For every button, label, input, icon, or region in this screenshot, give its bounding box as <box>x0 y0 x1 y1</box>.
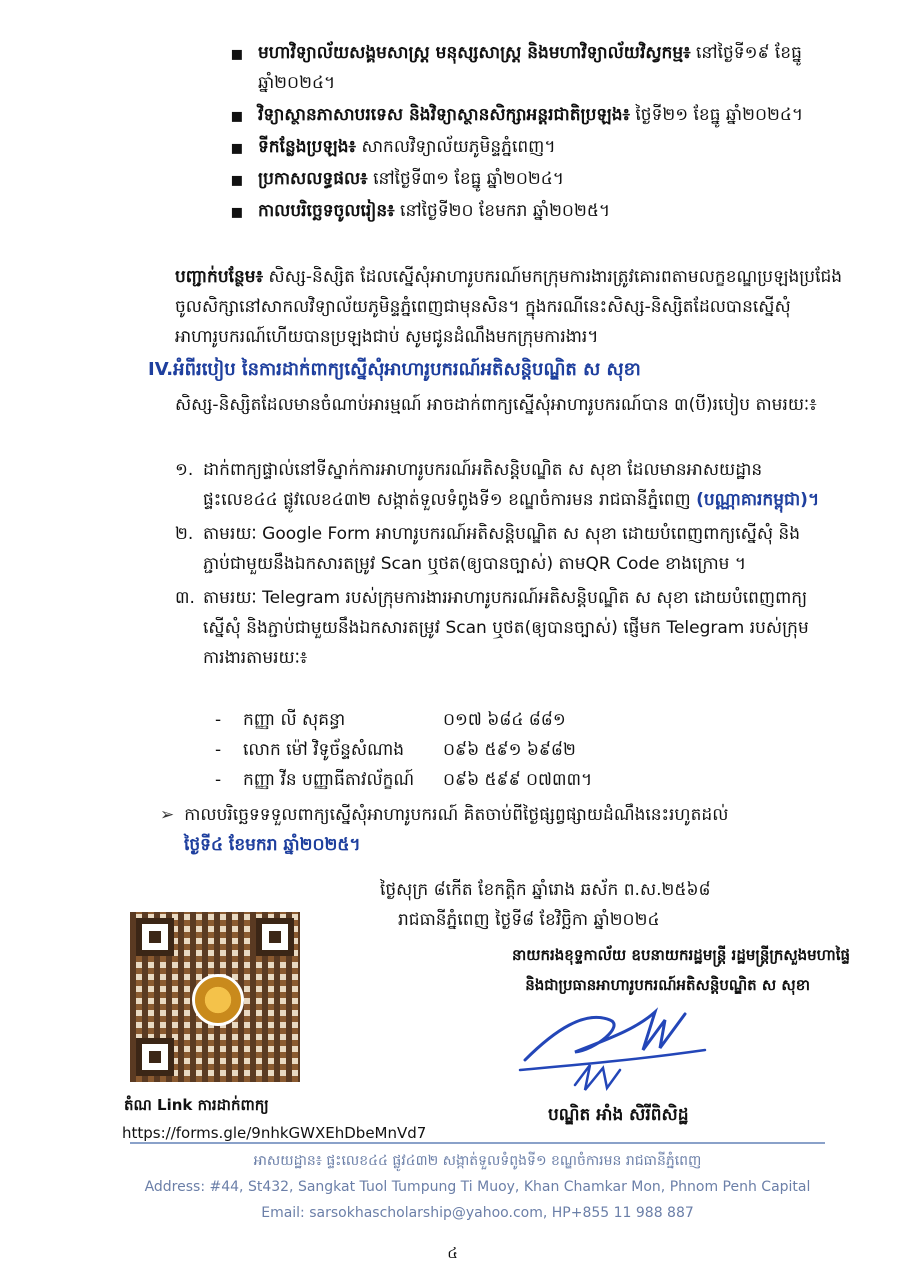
dash: - <box>215 770 222 790</box>
qr-code-image[interactable] <box>128 910 302 1084</box>
list-item <box>175 519 825 579</box>
contact-row <box>215 765 735 795</box>
contact-name: កញ្ញា វីន បញ្ញាធីតាវល័ក្ខណ៍ <box>243 770 415 790</box>
note-paragraph <box>175 262 845 352</box>
footer-address-kh: អាសយដ្ឋាន៖ ផ្ទះលេខ៤៤ ផ្លូវ៤៣២ សង្កាត់ទួលទំពូងទី១ ខណ្ឌចំការមន រាជធានីភ្នំពេញ <box>253 1153 702 1169</box>
bullet-label: ប្រកាសលទ្ធផល៖ <box>258 169 368 189</box>
contact-name: លោក ម៉ៅ វិទូច័ន្ទសំណាង <box>243 740 405 760</box>
item-text: ដាក់ពាក្យផ្ទាល់នៅទីស្នាក់ការអាហារូបករណ៍អតិសន្តិបណ្ឌិត ស សុខា ដែលមានអាសយដ្ឋាន ផ្ទះលេខ៤៤ ផ្លូវលេខ៤៣២ សង្កាត់ទួលទំពូងទី១ ខណ្ឌចំការមន រាជធានីភ្នំពេញ <box>203 460 763 510</box>
item-text: តាមរយៈ Telegram របស់ក្រុមការងារអាហារូបករណ៍អតិសន្តិបណ្ឌិត ស សុខា ដោយបំពេញពាក្យស្នើសុំ និងភ្ជាប់ជាមួយនឹងឯកសារតម្រូវ Scan ឬថត(ឲ្យបានច្បាស់) ផ្ញើមក Telegram របស់ក្រុមការងារតាមរយៈ៖ <box>203 588 809 668</box>
qr-finder <box>256 918 294 956</box>
item-number: ៣. <box>175 588 195 608</box>
list-item <box>230 38 840 98</box>
bullet-label: មហាវិទ្យាល័យសង្គមសាស្ត្រ មនុស្សសាស្ត្រ និងមហាវិទ្យាល័យវិស្វកម្ម៖ <box>258 43 691 63</box>
qr-finder <box>136 918 174 956</box>
signature-image <box>515 990 715 1100</box>
list-item <box>230 196 840 226</box>
deadline-text: កាលបរិច្ឆេទទទួលពាក្យស្នើសុំអាហារូបករណ៍ គិតចាប់ពីថ្ងៃផ្សព្វផ្សាយដំណឹងនេះរហូតដល់ <box>184 805 729 825</box>
methods-list <box>175 455 825 677</box>
footer-divider <box>130 1142 825 1144</box>
page-number: ៤ <box>447 1244 458 1262</box>
date-block <box>380 875 840 935</box>
contact-phone: ០៩៦ ៥៩៩ ០៧៣៣។ <box>443 770 593 790</box>
footer-email: Email: sarsokhascholarship@yahoo.com, HP+855 11 988 887 <box>261 1205 694 1221</box>
intro-paragraph: សិស្ស-និស្សិតដែលមានចំណាប់អារម្មណ៍ អាចដាក់ពាក្យស្នើសុំអាហារូបករណ៍បាន ៣(បី)របៀប តាមរយៈ៖ <box>175 395 817 415</box>
qr-label: តំណ Link ការដាក់ពាក្យ <box>124 1096 269 1114</box>
solar-date: រាជធានីភ្នំពេញ ថ្ងៃទី៨ ខែវិច្ឆិកា ឆ្នាំ២០២៤ <box>398 910 660 930</box>
dash: - <box>215 740 222 760</box>
qr-finder <box>136 1038 174 1076</box>
item-highlight: (បណ្ណាគារកម្ពុជា)។ <box>696 490 820 510</box>
bullet-label: ទីកន្លែងប្រឡង៖ <box>258 137 357 157</box>
bullet-text: នៅថ្ងៃទី៣១ ខែធ្នូ ឆ្នាំ២០២៤។ <box>373 169 564 189</box>
qr-link[interactable]: https://forms.gle/9nhkGWXEhDbeMnVd7 <box>122 1124 427 1142</box>
lunar-date: ថ្ងៃសុក្រ ៨កើត ខែកត្តិក ឆ្នាំរោង ឆស័ក ព.ស.២៥៦៨ <box>380 880 711 900</box>
list-item <box>175 455 825 515</box>
note-text: សិស្ស-និស្សិត ដែលស្នើសុំអាហារូបករណ៍មកក្រុមការងារត្រូវគោរពតាមលក្ខខណ្ឌប្រឡងប្រជែងចូលសិក្សានៅសាកលវិទ្យាល័យភូមិន្ទភ្នំពេញជាមុនសិន។ ក្នុងករណីនេះសិស្ស-និស្សិតដែលបានស្នើសុំអាហារូបករណ៍ហើយបានប្រឡងជាប់ សូមជូនដំណឹងមកក្រុមការងារ។ <box>175 267 843 347</box>
item-text: តាមរយៈ Google Form អាហារូបករណ៍អតិសន្តិបណ្ឌិត ស សុខា ដោយបំពេញពាក្យស្នើសុំ និងភ្ជាប់ជាមួយនឹងឯកសារតម្រូវ Scan ឬថត(ឲ្យបានច្បាស់) តាមQR Code ខាងក្រោម ។ <box>203 524 801 574</box>
emblem-icon <box>192 974 244 1026</box>
item-number: ២. <box>175 524 194 544</box>
dash: - <box>215 710 222 730</box>
deadline-date: ថ្ងៃទី៤ ខែមករា ឆ្នាំ២០២៥។ <box>184 835 361 855</box>
bullet-text: នៅថ្ងៃទី២០ ខែមករា ឆ្នាំ២០២៥។ <box>400 201 611 221</box>
contact-phone: ០១៧ ៦៨៤ ៨៨១ <box>443 710 566 730</box>
contact-list <box>215 705 735 795</box>
list-item <box>175 583 825 673</box>
title-line: និងជាប្រធានអាហារូបករណ៍អតិសន្តិបណ្ឌិត ស សុខា <box>525 976 810 994</box>
bullet-label: កាលបរិច្ឆេទចូលរៀន៖ <box>258 201 395 221</box>
bullet-text: ថ្ងៃទី២១ ខែធ្នូ ឆ្នាំ២០២៤។ <box>635 105 804 125</box>
deadline-paragraph <box>160 800 840 860</box>
list-item <box>230 132 840 162</box>
contact-row <box>215 735 735 765</box>
list-item <box>230 164 840 194</box>
contact-name: កញ្ញា លី សុគន្ធា <box>243 710 346 730</box>
note-label: បញ្ជាក់បន្ថែម៖ <box>175 267 264 287</box>
arrow-icon: ➢ <box>160 805 175 825</box>
bullet-text: សាកលវិទ្យាល័យភូមិន្ទភ្នំពេញ។ <box>361 137 556 157</box>
schedule-list <box>230 38 840 228</box>
item-number: ១. <box>175 460 194 480</box>
list-item <box>230 100 840 130</box>
bullet-text: នៅថ្ងៃទី១៩ ខែធ្នូ ឆ្នាំ២០២៤។ <box>258 43 802 93</box>
contact-row <box>215 705 735 735</box>
footer-address-en: Address: #44, St432, Sangkat Tuol Tumpung Ti Muoy, Khan Chamkar Mon, Phnom Penh Capital <box>144 1179 811 1195</box>
title-line: នាយករងខុទ្ទកាល័យ ឧបនាយករដ្ឋមន្ត្រី រដ្ឋមន្ត្រីក្រសួងមហាផ្ទៃ <box>511 946 850 964</box>
contact-phone: ០៩៦ ៥៩១ ៦៩៨២ <box>443 740 576 760</box>
signer-name: បណ្ឌិត អាំង សិរីពិសិដ្ឋ <box>548 1105 689 1125</box>
bullet-label: វិទ្យាស្ថានភាសាបរទេស និងវិទ្យាស្ថានសិក្សាអន្តរជាតិប្រឡង៖ <box>258 105 630 125</box>
section-heading: IV.អំពីរបៀប នៃការដាក់ពាក្យស្នើសុំអាហារូបករណ៍អតិសន្តិបណ្ឌិត ស សុខា <box>148 359 641 380</box>
